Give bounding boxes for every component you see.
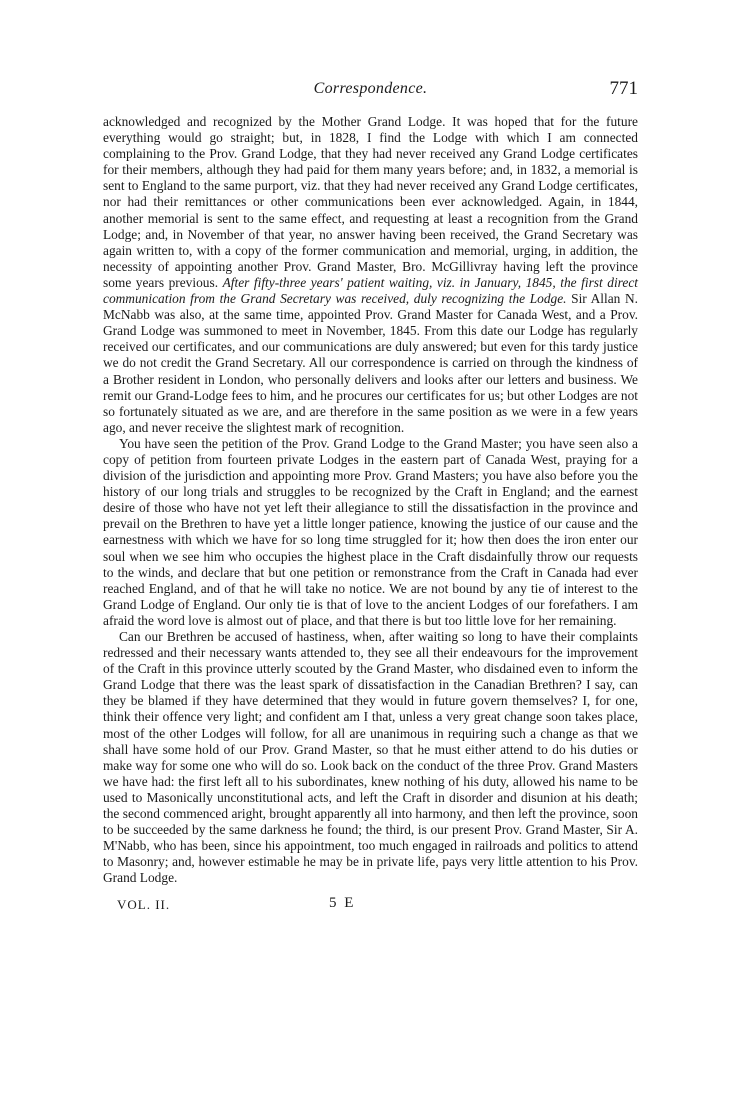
paragraph-1-italic-text: After fifty-three years' patient waiting, viz. in January, 1845, the first direct communication from the Grand Secretary was received, duly recognizing the Lodge. [103, 274, 638, 307]
paragraph-2: You have seen the petition of the Prov. Grand Lodge to the Grand Master; you have seen also a copy of petition from fourteen private Lodges in the eastern part of Canada West, praying for a division of the jurisdiction and appointing more Prov. Grand Masters; you have also before you the history of our long trials and struggles to be recognized by the Craft in England; and the earnest desire of those who have not yet left their allegiance to still the dissatisfaction in the province and prevail on the Brethren to have yet a little longer patience, knowing the justice of our cause and the earnestness with which we have for so long time struggled for it; how then does the iron enter our soul when we see him who occupies the highest place in the Craft disdainfully throw our requests to the winds, and declare that but one petition or remonstrance from the Craft in Canada had ever reached England, and of that he will take no notice. We are not bound by any tie of interest to the Grand Lodge of England. Our only tie is that of love to the ancient Lodges of our forefathers. I am afraid the word love is almost out of place, and that there is but too little love for her remaining. [103, 435, 638, 628]
paragraph-1-text-before: acknowledged and recognized by the Mother Grand Lodge. It was hoped that for the future everything would go straight; but, in 1828, I find the Lodge with which I am connected complaining to the Prov. Grand Lodge, that they had never received any Grand Lodge certificates for their members, although they had paid for them many years before; and, in 1832, a memorial is sent to England to the same purport, viz. that they had never received any Grand Lodge certificates, nor had their remittances or other communications been ever acknowledged. Again, in 1844, another memorial is sent to the same effect, and requesting at least a recognition from the Grand Lodge; and, in November of that year, no answer having been received, the Grand Secretary was again written to, with a copy of the former communication and memorial, urging, in addition, the necessity of appointing another Prov. Grand Master, Bro. McGillivray having left the province some years previous. [103, 114, 638, 290]
page-footer [103, 894, 638, 915]
running-title: Correspondence. [313, 80, 428, 97]
document-page [103, 80, 638, 915]
paragraph-3: Can our Brethren be accused of hastiness, when, after waiting so long to have their complaints redressed and their necessary wants attended to, they see all their endeavours for the improvement of the Craft in this province utterly scouted by the Grand Master, who disdained even to inform the Grand Lodge that there was the least spark of dissatisfaction in the Canadian Brethren? I say, can they be blamed if they have determined that they would in future govern themselves? I, for one, think their offence very light; and confident am I that, unless a very great change soon takes place, most of the other Lodges will follow, for all are unanimous in requiring such a change as that we shall have some hold of our Prov. Grand Master, so that he must either attend to do his duties or make way for some one who will do so. Look back on the conduct of the three Prov. Grand Masters we have had: the first left all to his subordinates, knew nothing of his duty, allowed his name to be used to Masonically unconstitutional acts, and left the Craft in disorder and disunion at his death; the second commenced aright, brought apparently all into harmony, and then left the province, soon to be succeeded by the same darkness he found; the third, is our present Prov. Grand Master, Sir A. M'Nabb, who has been, since his appointment, too much engaged in railroads and politics to attend to Masonry; and, however estimable he may be in private life, pays very little attention to his Prov. Grand Lodge. [103, 629, 638, 886]
signature-mark: 5 E [329, 894, 356, 911]
paragraph-1 [103, 114, 638, 436]
running-head [103, 80, 638, 102]
volume-label: VOL. II. [117, 896, 171, 912]
page-number: 771 [609, 78, 638, 99]
body-text [103, 114, 638, 887]
paragraph-1-text-after: Sir Allan N. McNabb was also, at the same time, appointed Prov. Grand Master for Canada West, and a Prov. Grand Lodge was summoned to meet in November, 1845. From this date our Lodge has regularly received our certificates, and our communications are duly answered; but even for this tardy justice we do not credit the Grand Secretary. All our correspondence is carried on through the kindness of a Brother resident in London, who personally delivers and looks after our letters and business. We remit our Grand-Lodge fees to him, and he procures our certificates for us; but other Lodges are not so fortunately situated as we are, and are therefore in the same position as we were in a few years ago, and never receive the slightest mark of recognition. [103, 291, 638, 435]
